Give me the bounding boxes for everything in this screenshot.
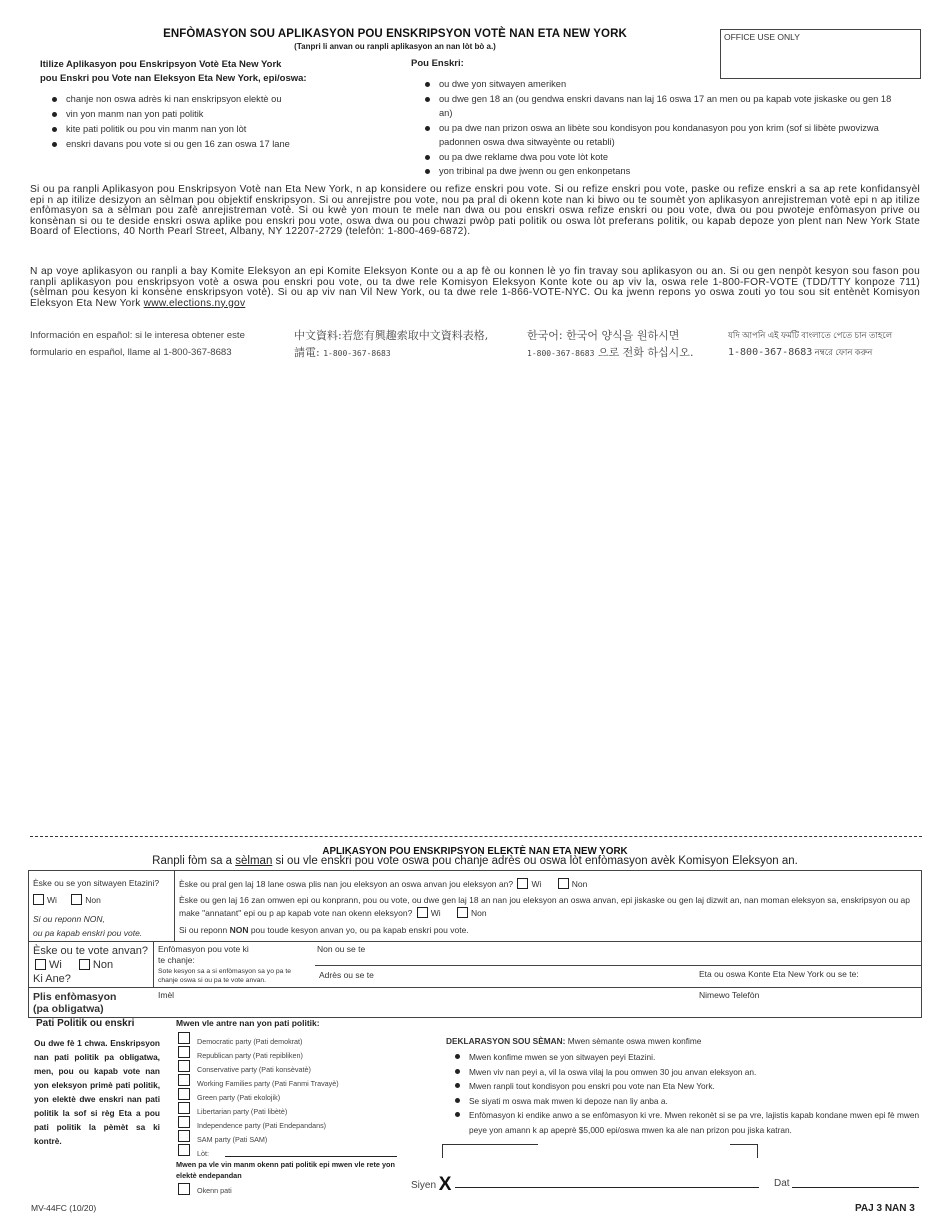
- checkbox[interactable]: [178, 1130, 190, 1142]
- office-use-box: [720, 29, 921, 79]
- privacy-paragraph: Si ou pa ranpli Aplikasyon pou Enskripsyon Votè nan Eta New York, n ap konsidere ou refize enskri pou vote. Si ou refize enskri pou vote, paske ou refize enskri a sa ap rete konfidansyèl epi n ap itilize desizyon an sèlman pou objektif enskripsyon. Si ou anrejistre pou vote, nou pa pral di okenn kote nan ki biwo ou te soumèt yon aplikasyon anrejistreman votè epi n ap itilize enfòmasyon sa a sèlman pou zafè anrejistreman votè. Si ou kwè yon moun te mele nan dwa ou pou enskri oswa refize enskri ou pou vote, dwa ou pou pwoteje enfòmasyon prive ou konsènan si ou te deside enskri oswa aplike pou enskri pou vote, oswa dwa ou pou chwazi pwòp pati politik ou oswa lòt preferans politik, ou kapab depoze yon plent nan New York State Board of Elections, 40 North Pearl Street, Albany, NY 12207-2729 (telefòn: 1-800-469-6872).: [30, 184, 920, 238]
- party-option-none[interactable]: [178, 1183, 232, 1195]
- citizen-no-checkbox[interactable]: [71, 894, 82, 905]
- no-label: Non: [571, 879, 588, 889]
- option-label: Democratic party (Pati demokrat): [197, 1037, 303, 1046]
- yes-label: Wi: [531, 879, 542, 889]
- no-label: Non: [471, 908, 487, 918]
- use-list: [52, 92, 392, 152]
- age18-no-checkbox[interactable]: [558, 878, 569, 889]
- list-item: ou pa dwe nan prizon oswa an libète sou kondisyon pou kondanasyon pou yon krim (sof si libète pwovizwa padonnen oswa dwa sitwayènte ou retabli): [425, 121, 895, 150]
- list-item: Mwen konfime mwen se yon sitwayen peyi Etazini.: [455, 1050, 925, 1065]
- signature-box-corner-left: [442, 1144, 538, 1158]
- korean-line2: [527, 344, 727, 362]
- voted-before-answers: [35, 959, 113, 971]
- party-list-heading: Mwen vle antre nan yon pati politik:: [176, 1018, 320, 1028]
- voted-no-checkbox[interactable]: [79, 959, 90, 970]
- checkbox[interactable]: [178, 1116, 190, 1128]
- list-item: vin yon manm nan yon pati politik: [52, 107, 392, 122]
- use-heading-line2: pou Enskri pou Vote nan Eleksyon Eta New York, epi/oswa:: [40, 73, 307, 84]
- option-label: Independence party (Pati Endepandans): [197, 1121, 327, 1130]
- row-divider: [29, 987, 921, 988]
- option-label: Working Families party (Pati Fanmi Travayè): [197, 1079, 339, 1088]
- signature-label: [411, 1174, 451, 1196]
- checkbox[interactable]: [178, 1102, 190, 1114]
- declaration-heading: [446, 1036, 701, 1046]
- elections-website-link[interactable]: www.elections.ny.gov: [143, 297, 246, 309]
- changed-info-label: [158, 944, 308, 966]
- age-q2-text: Èske ou gen laj 16 zan omwen epi ou konprann, pou ou vote, ou dwe gen laj 18 an nan jou eleksyon an oswa anvan, epi jiskaske ou gen laj dizwit an, nan moman eleksyon sa, enskripsyon ou ap make "annatant" epi ou p ap kapab vote nan okenn eleksyon?: [179, 895, 910, 918]
- no-party-text: Mwen pa vle vin manm okenn pati politik epi mwen vle rete yon elektè endepandan: [176, 1160, 395, 1180]
- checkbox[interactable]: [178, 1032, 190, 1044]
- age-note-after: pou toude kesyon anvan yo, ou pa kapab enskri pou vote.: [248, 925, 469, 935]
- no-label: Non: [85, 895, 101, 905]
- citizen-answers: [33, 894, 101, 905]
- yes-label: Wi: [47, 895, 57, 905]
- form-id: MV-44FC (10/20): [31, 1203, 97, 1213]
- yes-label: Wi: [49, 959, 62, 971]
- chinese-phone: 1-800-367-8683: [323, 349, 391, 358]
- declaration-heading-rest: Mwen sèmante oswa mwen konfime: [565, 1036, 702, 1046]
- bengali-line2: [728, 344, 928, 361]
- bengali-phone: 1-800-367-8683: [728, 347, 813, 358]
- changed-label-line1: Enfòmasyon pou vote ki: [158, 944, 249, 954]
- spanish-line1: Información en español: si le interesa obtener este: [30, 330, 245, 341]
- party-option-independence[interactable]: [178, 1116, 418, 1130]
- bengali-line1: যদি আপনি এই ফর্মটি বাংলাতে পেতে চান তাহলে: [728, 330, 893, 340]
- signature-field[interactable]: [455, 1187, 759, 1188]
- korean-phone: 1-800-367-8683: [527, 349, 595, 358]
- checkbox[interactable]: [178, 1183, 190, 1195]
- age-q1-text: Èske ou pral gen laj 18 lane oswa plis nan jou eleksyon an oswa anvan jou eleksyon an?: [179, 879, 514, 889]
- party-option-working-families[interactable]: [178, 1074, 418, 1088]
- age-note: [179, 925, 469, 935]
- other-party-input[interactable]: [225, 1156, 397, 1157]
- checkbox[interactable]: [178, 1074, 190, 1086]
- bengali-notice: [728, 327, 928, 361]
- checkbox[interactable]: [178, 1046, 190, 1058]
- signature-box-corner-right: [730, 1144, 758, 1158]
- voted-before-question: Èske ou te vote anvan?: [33, 945, 148, 957]
- age-question-2: [179, 894, 919, 920]
- application-title: APLIKASYON POU ENSKRIPSYON ELEKTÈ NAN ETA NEW YORK: [322, 846, 628, 857]
- sign-text: Siyen: [411, 1180, 437, 1191]
- page-number: PAJ 3 NAN 3: [855, 1203, 915, 1214]
- checkbox[interactable]: [178, 1144, 190, 1156]
- option-label: Okenn pati: [197, 1186, 232, 1195]
- option-label: Lòt:: [197, 1149, 209, 1158]
- col-divider: [174, 871, 175, 941]
- document-subtitle: (Tanpri li anvan ou ranpli aplikasyon an nan lòt bò a.): [294, 42, 496, 51]
- party-option-republican[interactable]: [178, 1046, 418, 1060]
- eligibility-list: [425, 77, 895, 179]
- use-heading-line1: Itilize Aplikasyon pou Enskripsyon Votè Eta New York: [40, 59, 282, 70]
- instr-underlined: sèlman: [235, 855, 273, 867]
- party-option-libertarian[interactable]: [178, 1102, 418, 1116]
- declaration-list: [455, 1050, 925, 1137]
- list-item: kite pati politik ou pou vin manm nan yon lòt: [52, 122, 392, 137]
- party-option-conservative[interactable]: [178, 1060, 418, 1074]
- more-info-line1: Plis enfòmasyon: [33, 991, 117, 1003]
- previous-address-label: Adrès ou se te: [319, 970, 374, 980]
- date-field[interactable]: [792, 1187, 919, 1188]
- cut-line: [30, 836, 922, 837]
- list-item: ou pa dwe reklame dwa pou vote lòt kote: [425, 150, 895, 165]
- age18-yes-checkbox[interactable]: [517, 878, 528, 889]
- list-item: Mwen viv nan peyi a, vil la oswa vilaj la pou omwen 30 jou anvan eleksyon an.: [455, 1065, 925, 1080]
- changed-info-note: Sote kesyon sa a si enfòmasyon sa yo pa te chanje oswa si ou pa te vote anvan.: [158, 968, 291, 984]
- use-heading: [40, 58, 380, 86]
- voted-year-label: Ki Ane?: [33, 973, 71, 985]
- list-item: Mwen ranpli tout kondisyon pou enskri pou vote nan Eta New York.: [455, 1079, 925, 1094]
- party-option-sam[interactable]: [178, 1130, 418, 1144]
- chinese-line2: [294, 344, 529, 362]
- declaration-heading-bold: DEKLARASYON SOU SÈMAN:: [446, 1036, 566, 1046]
- chinese-call: 請電:: [294, 346, 320, 359]
- party-option-other[interactable]: [178, 1144, 418, 1158]
- yes-label: Wi: [430, 908, 441, 918]
- citizen-yes-checkbox[interactable]: [33, 894, 44, 905]
- voted-yes-checkbox[interactable]: [35, 959, 46, 970]
- citizen-note1: Si ou reponn NON,: [33, 914, 105, 924]
- application-instructions: [0, 855, 950, 867]
- preregister-no-checkbox[interactable]: [457, 907, 468, 918]
- spanish-notice: [30, 327, 285, 361]
- no-label: Non: [92, 959, 114, 971]
- list-item: ou dwe yon sitwayen ameriken: [425, 77, 895, 92]
- sign-x-mark: X: [438, 1174, 452, 1195]
- list-item: Enfòmasyon ki endike anwo a se enfòmasyon ki vre. Mwen rekonèt si se pa vre, lajistis kapab kondane mwen epi fè mwen peye yon amann k ap apeprè $5,000 epi/oswa mwen ka ale nan prizon pou jiska katran.: [455, 1108, 925, 1137]
- previous-name-label: Non ou se te: [317, 944, 366, 954]
- option-label: Libertarian party (Pati libètè): [197, 1107, 288, 1116]
- party-option-democratic[interactable]: [178, 1032, 418, 1046]
- age-question-1: [179, 878, 587, 889]
- age-note-bold: NON: [229, 925, 249, 935]
- phone-label: Nimewo Telefòn: [699, 990, 760, 1000]
- list-item: yon tribinal pa dwe jwenn ou gen enkonpetans: [425, 164, 895, 179]
- chinese-notice: [294, 327, 529, 362]
- citizen-question: Èske ou se yon sitwayen Etazini?: [33, 878, 160, 888]
- korean-notice: [527, 327, 727, 362]
- party-option-green[interactable]: [178, 1088, 418, 1102]
- checkbox[interactable]: [178, 1060, 190, 1072]
- age-note-before: Si ou reponn: [179, 925, 230, 935]
- list-item: enskri davans pou vote si ou gen 16 zan oswa 17 lane: [52, 137, 392, 152]
- option-label: Conservative party (Pati konsèvatè): [197, 1065, 311, 1074]
- contact-paragraph: [30, 267, 920, 309]
- preregister-yes-checkbox[interactable]: [417, 907, 428, 918]
- changed-label-line2: te chanje:: [158, 955, 195, 965]
- email-label: Imèl: [158, 990, 175, 1000]
- list-item: Se siyati m oswa mak mwen ki depoze nan liy anba a.: [455, 1094, 925, 1109]
- party-note: Ou dwe fè 1 chwa. Enskripsyon nan pati politik pa obligatwa, men, pou ou kapab vote nan yon eleksyon primè pati politik, yon elektè dwe enskri nan pati politik la sof si règ Eta a pou pati politik la pèmèt sa ki kontrè.: [34, 1038, 160, 1146]
- eligibility-heading: Pou Enskri:: [411, 58, 464, 69]
- row-divider: [29, 941, 921, 942]
- option-label: SAM party (Pati SAM): [197, 1135, 268, 1144]
- checkbox[interactable]: [178, 1088, 190, 1100]
- row-divider: [315, 965, 921, 966]
- more-info-label: [33, 991, 116, 1015]
- application-grid: [28, 870, 922, 1018]
- party-heading: Pati Politik ou enskri: [36, 1018, 135, 1029]
- spanish-line2: formulario en español, llame al 1-800-367-8683: [30, 347, 232, 358]
- list-item: ou dwe gen 18 an (ou gendwa enskri davans nan laj 16 oswa 17 an men ou pa kapab vote jiskaske ou gen 18 an): [425, 92, 895, 121]
- more-info-line2: (pa obligatwa): [33, 1003, 104, 1015]
- chinese-line1: 中文資料:若您有興趣索取中文資料表格,: [294, 329, 489, 342]
- party-options: [178, 1032, 418, 1158]
- bengali-call: নম্বরে ফোন করুন: [814, 347, 873, 357]
- instr-after: si ou vle enskri pou vote oswa pou chanje adrès ou oswa lòt enfòmasyon avèk Komisyon Eleksyon an.: [272, 855, 798, 867]
- office-use-label: OFFICE USE ONLY: [724, 32, 800, 42]
- korean-line1: 한국어: 한국어 양식을 원하시면: [527, 329, 680, 342]
- document-title: ENFÒMASYON SOU APLIKASYON POU ENSKRIPSYON VOTÈ NAN ETA NEW YORK: [163, 28, 627, 40]
- option-label: Green party (Pati ekolojik): [197, 1093, 281, 1102]
- instr-before: Ranpli fòm sa a: [152, 855, 236, 867]
- contact-paragraph-text: N ap voye aplikasyon ou ranpli a bay Komite Eleksyon an epi Komite Eleksyon Konte ou a ap fè ou konnen lè yo fin travay sou aplikasyon ou an. Si ou gen nenpòt kesyon sou fason pou ranpli aplikasyon pou enskripsyon votè a oswa pou enskri pou vote, ou ta dwe rele Komisyon Eleksyon Konte kote ou ap viv la, oswa rele 1-800-FOR-VOTE (TDD/TTY konpoze 711) (sèlman pou kesyon ki konsène enskripsyon votè). Si ou ap viv nan Vil New York, ou ta dwe rele 1-866-VOTE-NYC. Ou ka jwenn repons yo oswa zouti yo tou sou sit entènèt Komisyon Eleksyon Eta New York: [30, 266, 920, 309]
- list-item: chanje non oswa adrès ki nan enskripsyon elektè ou: [52, 92, 392, 107]
- previous-state-label: Eta ou oswa Konte Eta New York ou se te:: [699, 969, 859, 979]
- col-divider: [153, 941, 154, 987]
- date-label: Dat: [774, 1178, 790, 1189]
- option-label: Republican party (Pati repibliken): [197, 1051, 303, 1060]
- citizen-note2: ou pa kapab enskri pou vote.: [33, 928, 143, 938]
- korean-call: 으로 전화 하십시오.: [597, 346, 694, 359]
